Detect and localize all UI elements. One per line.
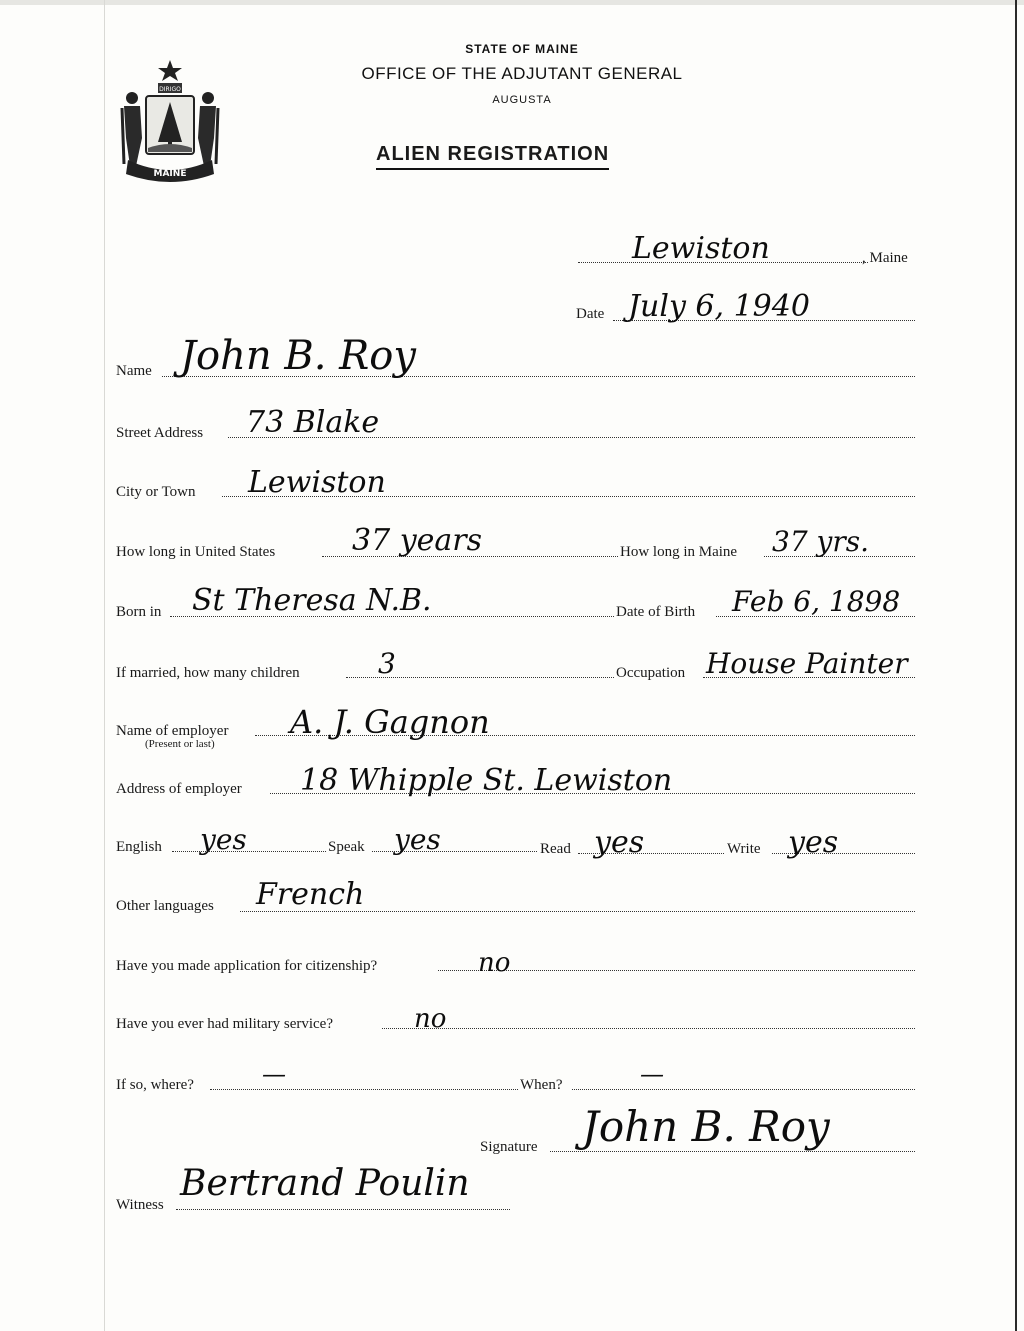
page-left-edge [104, 0, 105, 1331]
page-top-edge [0, 0, 1024, 5]
witness-label: Witness [116, 1197, 164, 1213]
english-line [172, 851, 326, 852]
when-line [572, 1089, 915, 1090]
employer-sub-label: (Present or last) [145, 738, 215, 750]
page-right-edge [1015, 0, 1017, 1331]
city-label: City or Town [116, 484, 196, 500]
speak-label: Speak [328, 839, 365, 855]
signature-entry: John B. Roy [582, 1102, 830, 1151]
where-entry: — [262, 1060, 286, 1088]
name-label: Name [116, 363, 152, 379]
how-long-us-entry: 37 years [352, 523, 483, 558]
signature-line [550, 1151, 915, 1152]
form-title: ALIEN REGISTRATION [376, 141, 609, 170]
seal-banner-text: DIRIGO [159, 86, 181, 93]
office-heading: OFFICE OF THE ADJUTANT GENERAL [361, 64, 683, 83]
signature-label: Signature [480, 1139, 538, 1155]
read-entry: yes [594, 825, 645, 860]
seal-scroll-text: MAINE [153, 169, 187, 179]
city-entry: Lewiston [248, 465, 386, 500]
how-long-maine-label: How long in Maine [620, 544, 738, 560]
dob-label: Date of Birth [616, 604, 696, 620]
maine-label: , Maine [862, 250, 908, 266]
employer-address-entry: 18 Whipple St. Lewiston [300, 763, 673, 798]
children-entry: 3 [378, 647, 396, 680]
how-long-us-label: How long in United States [116, 544, 276, 560]
other-languages-entry: French [256, 877, 365, 912]
date-label: Date [576, 306, 605, 322]
born-in-label: Born in [116, 604, 162, 620]
dob-entry: Feb 6, 1898 [732, 585, 901, 618]
occupation-entry: House Painter [706, 647, 908, 680]
how-long-maine-entry: 37 yrs. [772, 525, 870, 558]
witness-line [176, 1209, 510, 1210]
read-label: Read [540, 841, 571, 857]
citizenship-label: Have you made application for citizenship? [116, 958, 378, 974]
children-label: If married, how many children [116, 665, 300, 681]
when-label: When? [520, 1077, 563, 1093]
where-line [210, 1089, 518, 1090]
citizenship-entry: no [478, 948, 511, 978]
place-entry: Lewiston [632, 231, 770, 266]
employer-label: Name of employer [116, 723, 229, 739]
write-label: Write [727, 841, 761, 857]
street-label: Street Address [116, 425, 204, 441]
born-in-entry: St Theresa N.B. [192, 583, 432, 618]
english-label: English [116, 839, 162, 855]
military-line [382, 1028, 915, 1029]
city-heading: AUGUSTA [492, 94, 552, 106]
street-entry: 73 Blake [246, 405, 380, 440]
other-languages-label: Other languages [116, 898, 214, 914]
occupation-label: Occupation [616, 665, 686, 681]
date-entry: July 6, 1940 [628, 289, 810, 324]
name-entry: John B. Roy [180, 333, 416, 379]
military-entry: no [414, 1004, 447, 1034]
where-label: If so, where? [116, 1077, 194, 1093]
speak-entry: yes [394, 823, 441, 856]
military-label: Have you ever had military service? [116, 1016, 333, 1032]
employer-entry: A. J. Gagnon [290, 703, 490, 741]
witness-entry: Bertrand Poulin [180, 1163, 470, 1204]
employer-address-label: Address of employer [116, 781, 242, 797]
state-heading: STATE OF MAINE [465, 42, 579, 56]
when-entry: — [640, 1060, 664, 1088]
english-entry: yes [200, 823, 247, 856]
write-entry: yes [788, 825, 839, 860]
